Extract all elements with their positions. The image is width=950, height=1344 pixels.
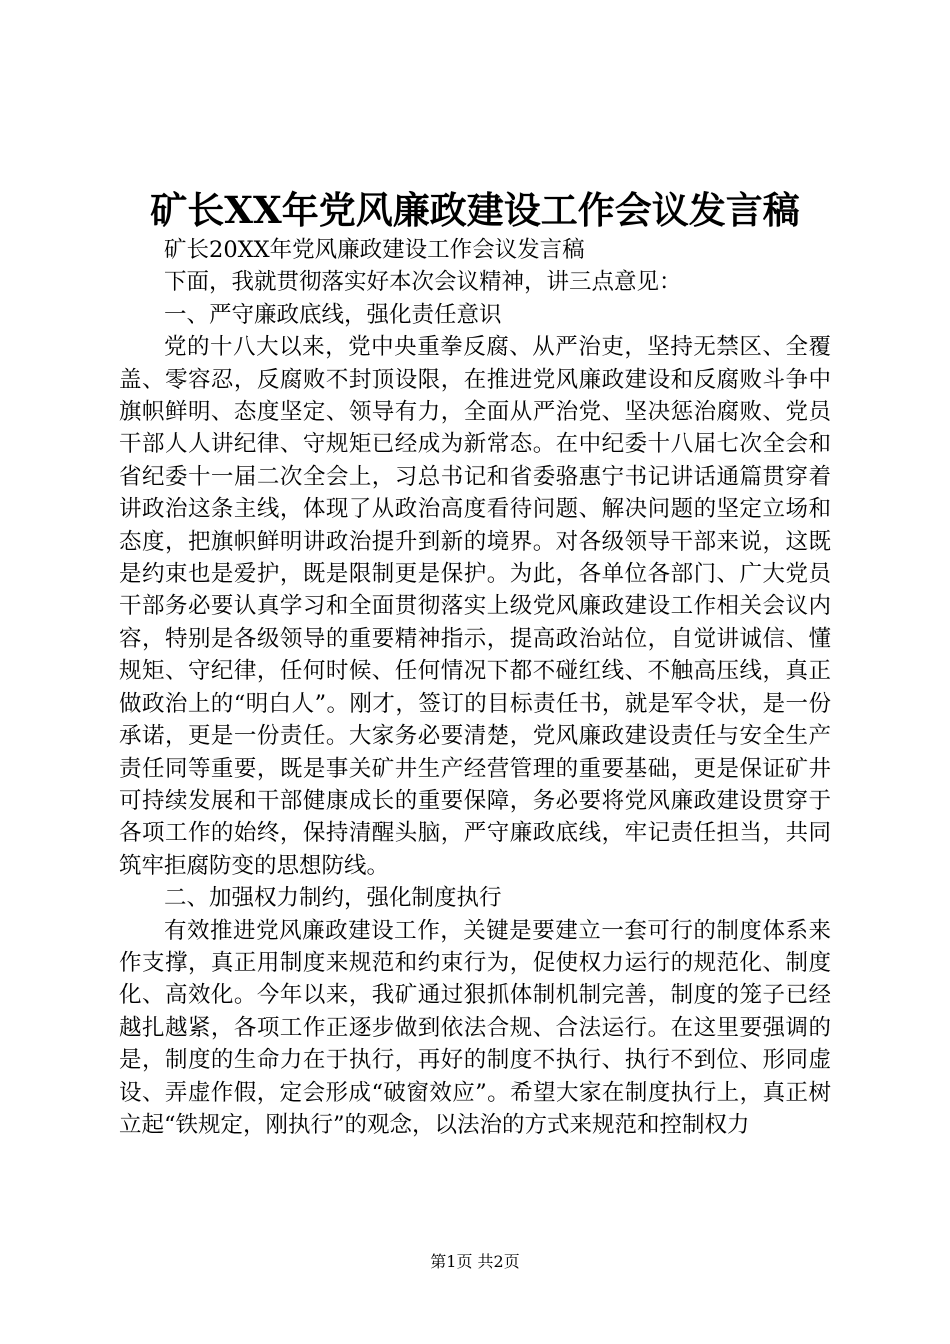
document-body [119,234,831,1141]
document-title: 矿长XX年党风廉政建设工作会议发言稿 [150,188,800,232]
subtitle-line: 矿长20XX年党风廉政建设工作会议发言稿 [164,237,585,263]
intro-paragraph: 下面，我就贯彻落实好本次会议精神，讲三点意见： [164,269,682,296]
section-2-paragraph: 有效推进党风廉政建设工作，关键是要建立一套可行的制度体系来作支撑，真正用制度来规范和约束行为，促使权力运行的规范化、制度化、高效化。今年以来，我矿通过狠抓体制机制完善，制度的笼子已经越扎越紧，各项工作正逐步做到依法合规、合法运行。在这里要强调的是，制度的生命力在于执行，再好的制度不执行、执行不到位、形同虚设、弄虚作假，定会形成“破窗效应”。希望大家在制度执行上，真正树立起“铁规定，刚执行”的观念，以法治的方式来规范和控制权力 [119,917,831,1138]
section-heading-2: 二、加强权力制约，强化制度执行 [164,885,502,912]
section-heading-1: 一、严守廉政底线，强化责任意识 [164,301,502,328]
page-number-footer: 第1页 共2页 [430,1252,520,1271]
section-1-paragraph: 党的十八大以来，党中央重拳反腐、从严治吏，坚持无禁区、全覆盖、零容忍，反腐败不封顶设限，在推进党风廉政建设和反腐败斗争中旗帜鲜明、态度坚定、领导有力，全面从严治党、坚决惩治腐败、党员干部人人讲纪律、守规矩已经成为新常态。在中纪委十八届七次全会和省纪委十一届二次全会上，习总书记和省委骆惠宁书记讲话通篇贯穿着讲政治这条主线，体现了从政治高度看待问题、解决问题的坚定立场和态度，把旗帜鲜明讲政治提升到新的境界。对各级领导干部来说，这既是约束也是爱护，既是限制更是保护。为此，各单位各部门、广大党员干部务必要认真学习和全面贯彻落实上级党风廉政建设工作相关会议内容，特别是各级领导的重要精神指示，提高政治站位，自觉讲诚信、懂规矩、守纪律，任何时候、任何情况下都不碰红线、不触高压线，真正做政治上的“明白人”。刚才，签订的目标责任书，就是军令状，是一份承诺，更是一份责任。大家务必要清楚，党风廉政建设责任与安全生产责任同等重要，既是事关矿井生产经营管理的重要基础，更是保证矿井可持续发展和干部健康成长的重要保障，务必要将党风廉政建设贯穿于各项工作的始终，保持清醒头脑，严守廉政底线，牢记责任担当，共同筑牢拒腐防变的思想防线。 [119,334,831,879]
